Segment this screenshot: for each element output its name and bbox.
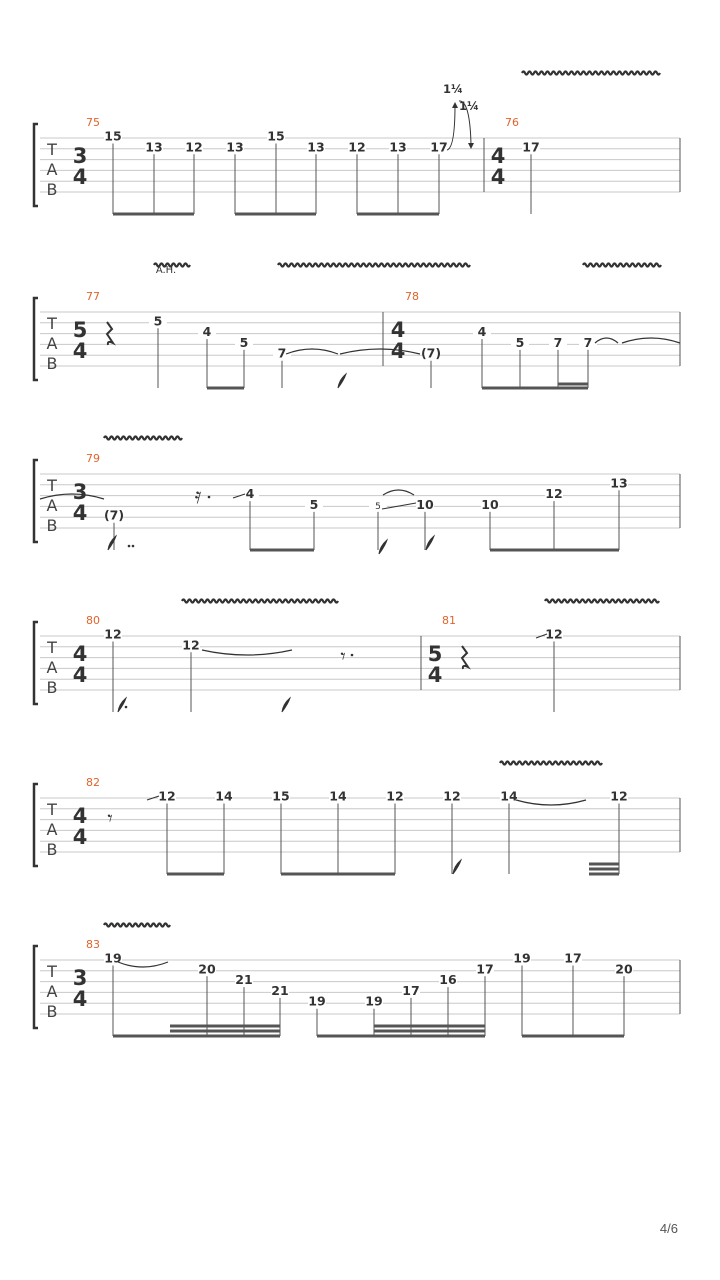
system-bracket — [34, 124, 38, 206]
fret-number: 4 — [245, 486, 255, 502]
fret-number: 5 — [375, 501, 381, 512]
staff-system-3 — [34, 452, 680, 550]
fret-number: 19 — [365, 993, 383, 1009]
fret-number: 7 — [583, 334, 593, 350]
time-signature-top: 4 — [72, 642, 88, 666]
fret-number: 12 — [545, 626, 563, 642]
tab-clef-letter: B — [46, 180, 58, 199]
tab-clef-letter: A — [46, 160, 58, 179]
time-signature-top: 3 — [72, 144, 88, 168]
system-bracket — [34, 460, 38, 542]
tie-arc — [202, 650, 292, 655]
fret-number: 14 — [215, 788, 233, 804]
fret-number: 21 — [235, 972, 253, 988]
dot — [208, 496, 211, 499]
fret-number: 4 — [202, 324, 212, 340]
note-flag — [426, 536, 434, 550]
fret-number: 20 — [198, 961, 216, 977]
fret-number: 12 — [104, 626, 122, 642]
tab-clef-letter: T — [47, 962, 57, 981]
harmonic-label: A.H. — [155, 265, 177, 276]
fret-number: (7) — [103, 507, 125, 523]
dot — [132, 545, 135, 548]
fret-number: 10 — [481, 496, 499, 512]
fret-number: 13 — [389, 139, 407, 155]
dot — [125, 706, 128, 709]
fret-number: 17 — [430, 139, 448, 155]
measure-number: 82 — [86, 776, 100, 789]
fret-number: 13 — [145, 139, 163, 155]
fret-number: 15 — [104, 128, 122, 144]
tab-clef-letter: B — [46, 1002, 58, 1021]
measure-number: 81 — [442, 614, 456, 627]
measure-number: 75 — [86, 116, 100, 129]
vibrato-mark — [545, 600, 659, 603]
time-signature-bottom: 4 — [490, 165, 506, 189]
time-signature-bottom: 4 — [72, 825, 88, 849]
fret-number: 17 — [476, 961, 494, 977]
tab-clef-letter: B — [46, 678, 58, 697]
system-bracket — [34, 298, 38, 380]
fret-number: 21 — [271, 982, 289, 998]
tie-arc — [622, 338, 680, 343]
tab-clef-letter: B — [46, 840, 58, 859]
fret-number: 5 — [309, 496, 319, 512]
time-signature-bottom: 4 — [390, 339, 406, 363]
fret-number: 19 — [513, 950, 531, 966]
staff-system-4 — [34, 614, 680, 712]
bend-arrow — [452, 102, 458, 108]
time-signature-bottom: 4 — [72, 165, 88, 189]
fret-number: 13 — [307, 139, 325, 155]
fret-number: 5 — [153, 313, 163, 329]
fret-number: 17 — [402, 982, 420, 998]
fret-number: 12 — [610, 788, 628, 804]
vibrato-mark — [104, 924, 170, 927]
time-signature-top: 4 — [490, 144, 506, 168]
dot — [128, 545, 131, 548]
tie-arc — [340, 349, 420, 354]
fret-number: 5 — [239, 334, 249, 350]
system-bracket — [34, 622, 38, 704]
tab-clef-letter: T — [47, 638, 57, 657]
page-number: 4/6 — [659, 1221, 678, 1236]
vibrato-mark — [500, 762, 602, 765]
measure-number: 78 — [405, 290, 419, 303]
tab-clef-letter: B — [46, 516, 58, 535]
time-signature-bottom: 4 — [427, 663, 443, 687]
eighth-rest: 𝄾 — [107, 806, 113, 830]
time-signature-top: 3 — [72, 480, 88, 504]
tie-arc — [516, 800, 586, 805]
fret-number: 15 — [272, 788, 290, 804]
fret-number: 19 — [308, 993, 326, 1009]
fret-number: 7 — [553, 334, 563, 350]
tab-clef-letter: A — [46, 982, 58, 1001]
measure-number: 79 — [86, 452, 100, 465]
staff-system-1 — [34, 116, 680, 214]
fret-number: 12 — [158, 788, 176, 804]
tab-clef-letter: B — [46, 354, 58, 373]
system-bracket — [34, 784, 38, 866]
tab-clef-letter: T — [47, 800, 57, 819]
fret-number: 13 — [226, 139, 244, 155]
vibrato-mark — [278, 264, 470, 267]
tie-arc — [118, 962, 168, 967]
fret-number: 19 — [104, 950, 122, 966]
fret-number: 12 — [386, 788, 404, 804]
fret-number: 15 — [267, 128, 285, 144]
release-amount: 1¼ — [459, 99, 479, 113]
note-flag — [118, 698, 126, 712]
fret-number: 13 — [610, 475, 628, 491]
time-signature-bottom: 4 — [72, 663, 88, 687]
bend-curve — [447, 105, 455, 150]
measure-number: 77 — [86, 290, 100, 303]
system-bracket — [34, 946, 38, 1028]
fret-number: 14 — [500, 788, 518, 804]
note-flag — [453, 860, 461, 874]
staff-system-5 — [34, 776, 680, 874]
measure-number: 83 — [86, 938, 100, 951]
note-flag — [282, 698, 290, 712]
time-signature-bottom: 4 — [72, 987, 88, 1011]
time-signature-top: 4 — [72, 804, 88, 828]
measure-number: 80 — [86, 614, 100, 627]
note-flag — [338, 374, 346, 388]
fret-number: 12 — [443, 788, 461, 804]
fret-number: 17 — [522, 139, 540, 155]
measure-number: 76 — [505, 116, 519, 129]
fret-number: 4 — [477, 324, 487, 340]
tie-arc — [286, 349, 338, 354]
note-flag — [379, 540, 387, 554]
vibrato-mark — [182, 600, 338, 603]
release-arrow — [468, 143, 474, 149]
fret-number: (7) — [420, 345, 442, 361]
sixteenth-rest: 𝄿 — [194, 484, 202, 509]
fret-number: 20 — [615, 961, 633, 977]
time-signature-top: 5 — [72, 318, 88, 342]
tie-arc — [383, 490, 414, 495]
dot — [351, 654, 354, 657]
time-signature-bottom: 4 — [72, 339, 88, 363]
fret-number: 14 — [329, 788, 347, 804]
eighth-rest: 𝄾 — [340, 644, 346, 668]
staff-system-2 — [34, 290, 680, 388]
fret-number: 10 — [416, 496, 434, 512]
fret-number: 7 — [277, 345, 287, 361]
time-signature-bottom: 4 — [72, 501, 88, 525]
fret-number: 12 — [182, 637, 200, 653]
time-signature-top: 5 — [427, 642, 443, 666]
tab-clef-letter: A — [46, 658, 58, 677]
fret-number: 16 — [439, 972, 457, 988]
vibrato-mark — [583, 264, 661, 267]
tab-clef-letter: T — [47, 476, 57, 495]
tab-clef-letter: A — [46, 820, 58, 839]
tab-clef-letter: A — [46, 334, 58, 353]
fret-number: 12 — [545, 486, 563, 502]
vibrato-mark — [104, 437, 182, 440]
time-signature-top: 3 — [72, 966, 88, 990]
fret-number: 12 — [348, 139, 366, 155]
fret-number: 17 — [564, 950, 582, 966]
tie-arc — [595, 338, 618, 343]
tab-clef-letter: T — [47, 314, 57, 333]
vibrato-mark — [522, 72, 660, 75]
fret-number: 5 — [515, 334, 525, 350]
tab-clef-letter: T — [47, 140, 57, 159]
tab-clef-letter: A — [46, 496, 58, 515]
time-signature-top: 4 — [390, 318, 406, 342]
staff-system-6 — [34, 938, 680, 1036]
bend-amount: 1¼ — [443, 82, 463, 96]
fret-number: 12 — [185, 139, 203, 155]
note-flag — [108, 536, 116, 550]
